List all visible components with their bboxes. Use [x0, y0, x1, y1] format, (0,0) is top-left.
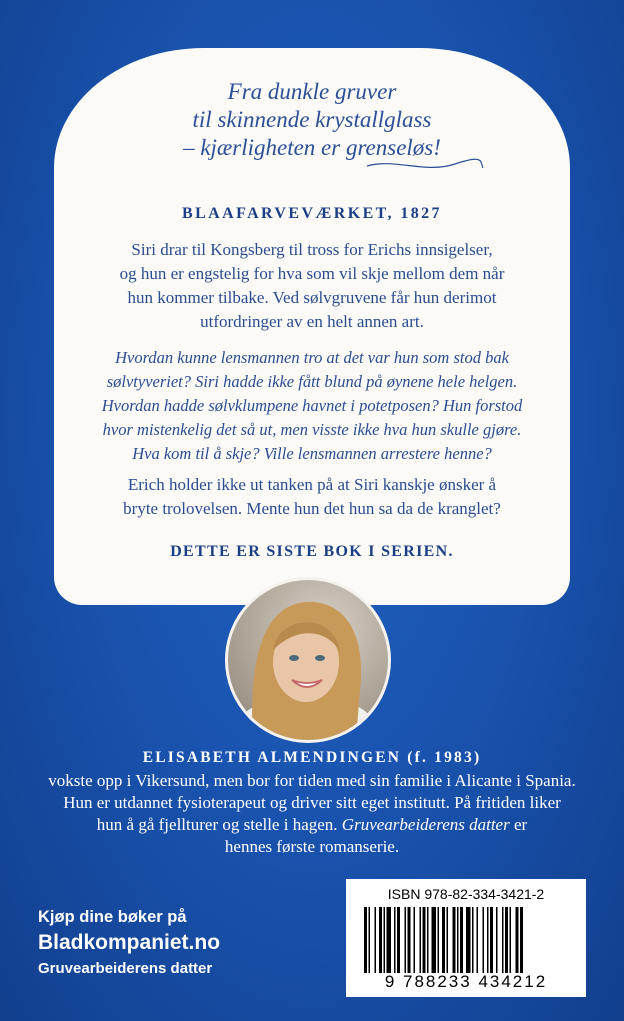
- text-line: Hvordan hadde sølvklumpene havnet i potetposen? Hun forstod: [101, 396, 523, 415]
- barcode-bar: [432, 907, 437, 973]
- teaser-paragraph: [74, 473, 550, 521]
- barcode-bar: [457, 907, 459, 973]
- text-line: Hvordan kunne lensmannen tro at det var hun som stod bak: [115, 348, 509, 367]
- bio-line: Hun er utdannet fysioterapeut og driver sitt eget institutt. På fritiden liker: [63, 793, 561, 812]
- barcode-bar: [420, 907, 422, 973]
- text-line: hun kommer tilbake. Ved sølvgruvene får hun derimot: [127, 288, 497, 307]
- barcode-bar: [408, 907, 411, 973]
- bio-line: vokste opp i Vikersund, men bor for tiden med sin familie i Alicante i Spania.: [48, 771, 576, 790]
- bio-line: hennes første romanserie.: [224, 837, 400, 856]
- purchase-info: [38, 906, 220, 980]
- barcode-bar: [423, 907, 426, 973]
- publisher-website[interactable]: Bladkompaniet.no: [38, 931, 221, 954]
- barcode-bar: [427, 907, 429, 973]
- author-photo: [225, 577, 391, 743]
- text-line: bryte trolovelsen. Mente hun det hun sa da de kranglet?: [123, 499, 501, 518]
- author-section: [0, 747, 624, 858]
- barcode-bar: [375, 907, 377, 973]
- barcode-bar: [364, 907, 367, 973]
- barcode-bar: [466, 907, 471, 973]
- barcode-bar: [379, 907, 382, 973]
- series-title: Gruvearbeiderens datter: [38, 960, 213, 977]
- barcode-bar: [442, 907, 445, 973]
- barcode-bar: [496, 907, 498, 973]
- barcode-bars: [364, 907, 568, 973]
- barcode-bar: [510, 907, 512, 973]
- barcode-bar: [520, 907, 523, 973]
- bio-text: er: [509, 815, 528, 834]
- text-line: Siri drar til Kongsberg til tross for Erichs innsigelser,: [131, 240, 493, 259]
- flourish-ornament: [365, 156, 485, 176]
- barcode-bar: [502, 907, 504, 973]
- barcode-bar: [394, 907, 396, 973]
- book-title: Gruvearbeiderens datter: [341, 815, 510, 834]
- isbn-number: ISBN 978-82-334-3421-2: [387, 886, 545, 902]
- tagline-line: Fra dunkle gruver: [227, 79, 397, 104]
- text-line: utfordringer av en helt annen art.: [200, 312, 424, 331]
- barcode-bar: [505, 907, 508, 973]
- barcode-bar: [487, 907, 489, 973]
- buy-prompt: Kjøp dine bøker på: [38, 908, 187, 926]
- barcode-bar: [369, 907, 371, 973]
- barcode-bar: [490, 907, 493, 973]
- text-line: Hva kom til å skje? Ville lensmannen arrestere henne?: [132, 444, 492, 463]
- text-line: Erich holder ikke ut tanken på at Siri kanskje ønsker å: [127, 475, 497, 494]
- tagline-line: – kjærligheten er grenseløs!: [183, 135, 441, 160]
- author-name: ELISABETH ALMENDINGEN (f. 1983): [142, 749, 482, 766]
- barcode-bar: [387, 907, 392, 973]
- description-panel: [54, 48, 570, 605]
- barcode-bar: [397, 907, 400, 973]
- barcode-bar: [405, 907, 407, 973]
- tagline-line: til skinnende krystallglass: [192, 107, 432, 132]
- text-line: sølvtyveriet? Siri hadde ikke fått blund på øynene hele helgen.: [106, 372, 518, 391]
- text-line: og hun er engstelig for hva som vil skje mellom dem når: [119, 264, 505, 283]
- barcode-bar: [447, 907, 449, 973]
- bio-line: [0, 814, 624, 836]
- section-heading: BLAAFARVEVÆRKET, 1827: [182, 205, 442, 222]
- excerpt-paragraph: [74, 346, 550, 466]
- barcode-digits: 9 788233 434212: [384, 972, 548, 991]
- barcode-bar: [414, 907, 416, 973]
- text-line: hvor mistenkelig det så ut, men visste ikke hva hun skulle gjøre.: [102, 420, 522, 439]
- barcode-bar: [472, 907, 474, 973]
- synopsis-paragraph: [74, 238, 550, 334]
- author-bio: [0, 770, 624, 858]
- tagline: [54, 78, 570, 162]
- bio-text: hun å gå fjellturer og stelle i hagen.: [96, 815, 342, 834]
- isbn-barcode: [346, 879, 586, 997]
- author-portrait-illustration: [228, 580, 388, 740]
- series-closing-note: DETTE ER SISTE BOK I SERIEN.: [170, 543, 454, 560]
- barcode-bar: [516, 907, 519, 973]
- barcode-bar: [477, 907, 479, 973]
- barcode-bar: [453, 907, 456, 973]
- barcode-bar: [438, 907, 440, 973]
- barcode-bar: [460, 907, 463, 973]
- barcode-bar: [384, 907, 386, 973]
- barcode-bar: [483, 907, 485, 973]
